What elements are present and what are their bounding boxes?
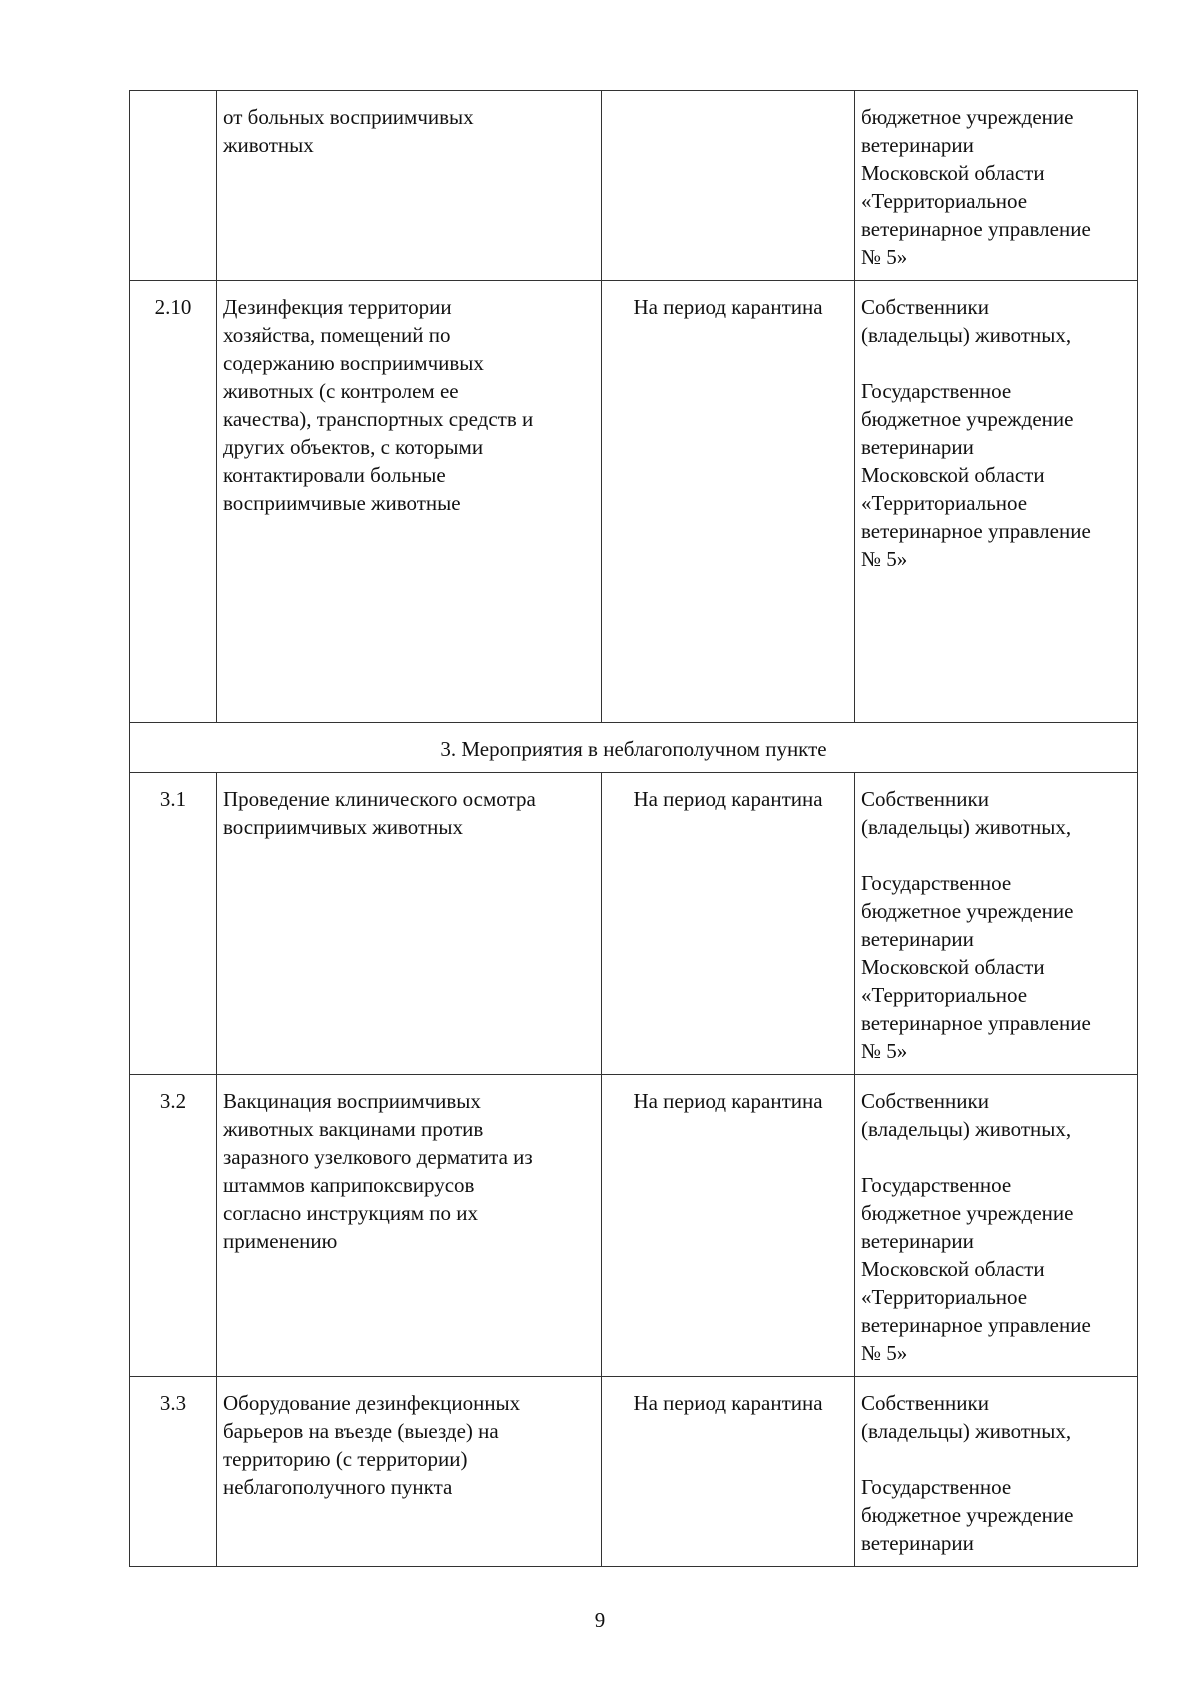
- row-activity: Дезинфекция территории хозяйства, помещений по содержанию восприимчивых животных (с контролем ее качества), транспортных средств и других объектов, с которыми контактировали больные восприимчивые животные: [217, 281, 602, 723]
- row-number: [130, 91, 217, 281]
- row-number: 3.1: [130, 773, 217, 1075]
- row-activity: Оборудование дезинфекционных барьеров на въезде (выезде) на территорию (с территории) неблагополучного пункта: [217, 1377, 602, 1567]
- row-activity: Вакцинация восприимчивых животных вакцинами против заразного узелкового дерматита из штаммов каприпоксвирусов согласно инструкциям по их применению: [217, 1075, 602, 1377]
- row-number: 3.3: [130, 1377, 217, 1567]
- row-number: 3.2: [130, 1075, 217, 1377]
- row-term: [602, 91, 855, 281]
- table-row: [130, 1377, 1138, 1567]
- measures-table: [129, 90, 1138, 1567]
- row-responsible: Собственники (владельцы) животных, Государственное бюджетное учреждение ветеринарии Московской области «Территориальное ветеринарное управление № 5»: [855, 773, 1138, 1075]
- table-row: [130, 773, 1138, 1075]
- section-header-row: [130, 723, 1138, 773]
- table-row: [130, 91, 1138, 281]
- row-responsible: Собственники (владельцы) животных, Государственное бюджетное учреждение ветеринарии Московской области «Территориальное ветеринарное управление № 5»: [855, 1075, 1138, 1377]
- page-number: 9: [594, 1608, 606, 1632]
- table-row: [130, 281, 1138, 723]
- row-responsible: бюджетное учреждение ветеринарии Московской области «Территориальное ветеринарное управление № 5»: [855, 91, 1138, 281]
- section-title: 3. Мероприятия в неблагополучном пункте: [130, 723, 1138, 773]
- row-term: На период карантина: [602, 1075, 855, 1377]
- row-activity: от больных восприимчивых животных: [217, 91, 602, 281]
- row-number: 2.10: [130, 281, 217, 723]
- row-activity: Проведение клинического осмотра восприимчивых животных: [217, 773, 602, 1075]
- row-term: На период карантина: [602, 281, 855, 723]
- row-responsible: Собственники (владельцы) животных, Государственное бюджетное учреждение ветеринарии: [855, 1377, 1138, 1567]
- row-responsible: Собственники (владельцы) животных, Государственное бюджетное учреждение ветеринарии Московской области «Территориальное ветеринарное управление № 5»: [855, 281, 1138, 723]
- table-row: [130, 1075, 1138, 1377]
- row-term: На период карантина: [602, 1377, 855, 1567]
- row-term: На период карантина: [602, 773, 855, 1075]
